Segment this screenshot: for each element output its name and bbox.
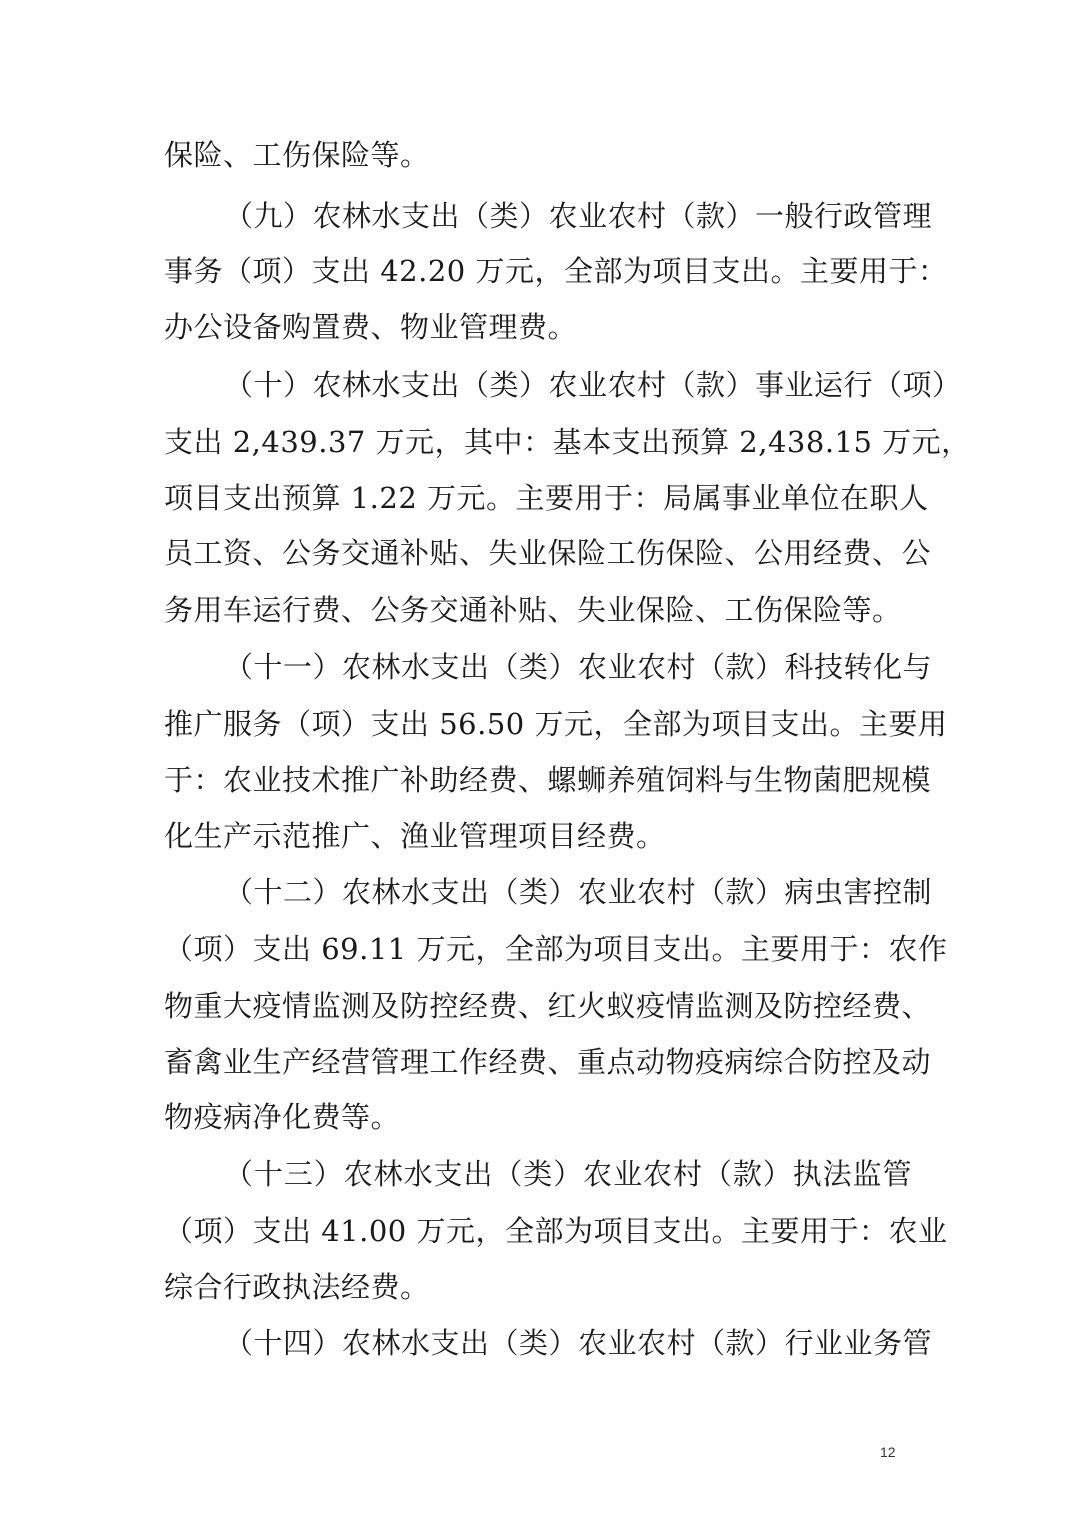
text-line: 物重大疫情监测及防控经费、红火蚁疫情监测及防控经费、 — [164, 989, 932, 1023]
text-line: 综合行政执法经费。 — [164, 1270, 430, 1304]
text-line: （项）支出 69.11 万元，全部为项目支出。主要用于：农作 — [164, 932, 948, 966]
paragraph-heading-line: （九）农林水支出（类）农业农村（款）一般行政管理 — [224, 199, 933, 233]
text-line: 支出 2,439.37 万元，其中：基本支出预算 2,438.15 万元， — [164, 425, 971, 459]
text-line: 办公设备购置费、物业管理费。 — [164, 310, 578, 344]
text-line: 项目支出预算 1.22 万元。主要用于：局属事业单位在职人 — [164, 481, 929, 515]
paragraph-heading-line: （十一）农林水支出（类）农业农村（款）科技转化与 — [224, 650, 933, 684]
paragraph-heading-line: （十二）农林水支出（类）农业农村（款）病虫害控制 — [224, 875, 933, 909]
text-line: 畜禽业生产经营管理工作经费、重点动物疫病综合防控及动 — [164, 1045, 932, 1079]
text-line: 化生产示范推广、渔业管理项目经费。 — [164, 819, 666, 853]
text-line: 于：农业技术推广补助经费、螺蛳养殖饲料与生物菌肥规模 — [164, 763, 932, 797]
text-line: 推广服务（项）支出 56.50 万元，全部为项目支出。主要用 — [164, 707, 948, 741]
text-line: 事务（项）支出 42.20 万元，全部为项目支出。主要用于： — [164, 254, 948, 288]
text-line: 员工资、公务交通补贴、失业保险工伤保险、公用经费、公 — [164, 536, 932, 570]
paragraph-heading-line: （十四）农林水支出（类）农业农村（款）行业业务管 — [224, 1326, 933, 1360]
text-line: （项）支出 41.00 万元，全部为项目支出。主要用于：农业 — [164, 1214, 948, 1248]
paragraph-heading-line: （十三）农林水支出（类）农业农村（款）执法监管 — [224, 1157, 912, 1191]
text-line: 保险、工伤保险等。 — [164, 138, 430, 172]
text-line: 务用车运行费、公务交通补贴、失业保险、工伤保险等。 — [164, 593, 902, 627]
paragraph-heading-line: （十）农林水支出（类）农业农村（款）事业运行（项） — [224, 368, 962, 402]
page-number: 12 — [880, 1444, 896, 1460]
text-line: 物疫病净化费等。 — [164, 1100, 401, 1134]
